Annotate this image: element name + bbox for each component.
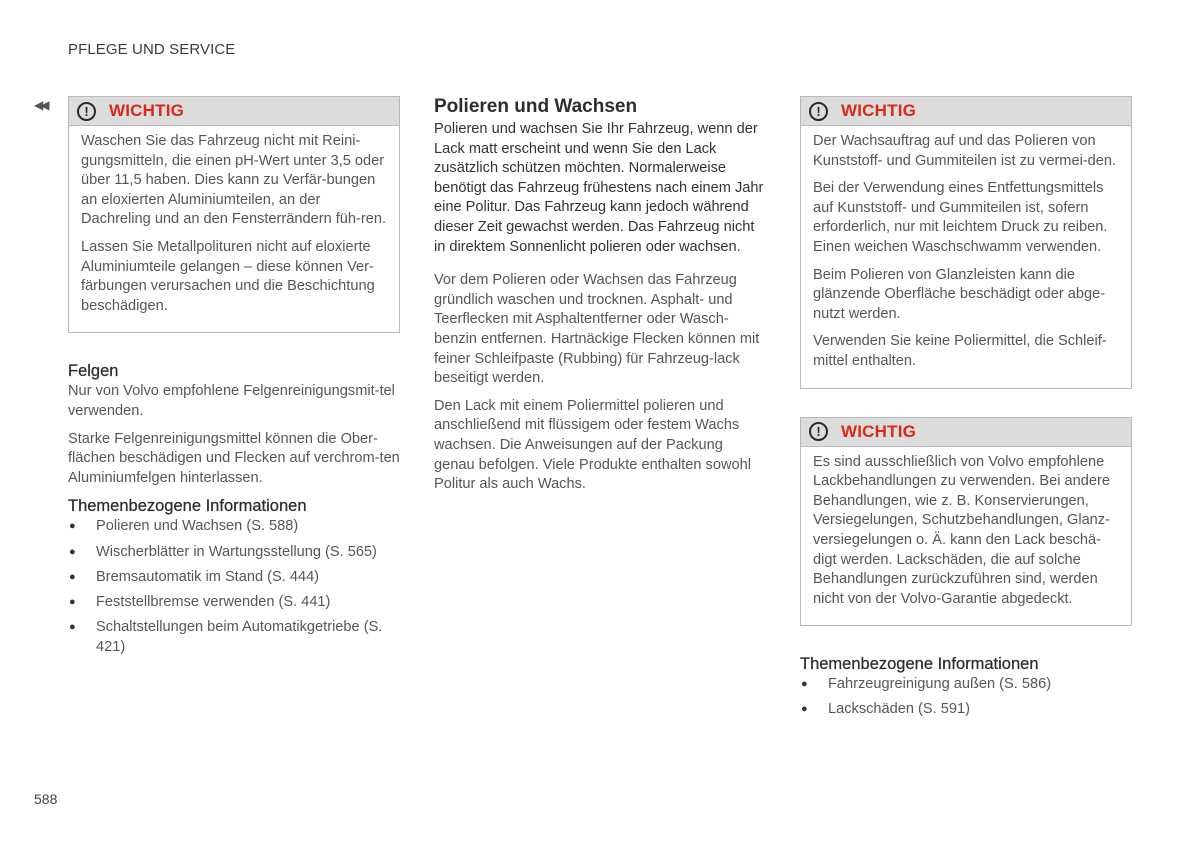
related-info-heading: Themenbezogene Informationen	[800, 655, 1039, 674]
warning-box	[800, 96, 1132, 389]
warning-box	[800, 417, 1132, 627]
bullet-icon: ●	[69, 621, 76, 634]
warning-paragraph: Lassen Sie Metallpolituren nicht auf eloxierte Aluminiumteile gelangen – diese können Ver-färbungen verursachen und die Beschichtung beschädigen.	[81, 238, 375, 314]
related-info-item[interactable]	[68, 618, 400, 657]
felgen-paragraph: Starke Felgenreinigungsmittel können die Ober-flächen beschädigen und Flecken auf verchrom-ten Aluminiumfelgen hinterlassen.	[68, 430, 400, 486]
warning-paragraph: Der Wachsauftrag auf und das Polieren von Kunststoff- und Gummiteilen ist zu vermei-den.	[813, 133, 1117, 169]
warning-body	[801, 126, 1131, 388]
exclamation-circle-icon: !	[809, 102, 828, 121]
warning-header	[801, 418, 1131, 447]
felgen-heading: Felgen	[68, 362, 119, 381]
intro-paragraph: Polieren und wachsen Sie Ihr Fahrzeug, wenn der Lack matt erscheint und wenn Sie den Lack zusätzlich schützen möchten. Normalerweise benötigt das Fahrzeug frühestens nach einem Jahr eine Politur. Das Fahrzeug kann jedoch während dieser Zeit gewachst werden. Das Fahrzeug nicht in direktem Sonnenlicht polieren oder wachsen.	[434, 121, 764, 255]
bullet-icon: ●	[801, 678, 808, 691]
related-info-item[interactable]	[800, 700, 1132, 720]
warning-box	[68, 96, 400, 333]
section-title: PFLEGE UND SERVICE	[68, 41, 236, 58]
body-paragraph: Den Lack mit einem Poliermittel polieren und anschließend mit flüssigem oder festem Wachs wachsen. Die Anweisungen auf der Packung genau befolgen. Viele Produkte enthalten sowohl Politur als auch Wachs.	[434, 397, 751, 493]
column-left	[68, 96, 400, 663]
related-link[interactable]: Feststellbremse verwenden (S. 441)	[96, 593, 331, 610]
warning-title: WICHTIG	[109, 101, 185, 120]
body-paragraph: Vor dem Polieren oder Wachsen das Fahrzeug gründlich waschen und trocknen. Asphalt- und Teerflecken mit Asphaltentferner oder Wasch-benzin entfernen. Hartnäckige Flecken können mit feiner Schleifpaste (Rubbing) für Fahrzeug-lack beseitigt werden.	[434, 272, 760, 387]
column-right	[800, 96, 1132, 726]
continued-arrow-icon: ◀◀	[34, 98, 47, 112]
related-info-item[interactable]	[68, 593, 400, 613]
warning-paragraph: Verwenden Sie keine Poliermittel, die Schleif-mittel enthalten.	[813, 333, 1107, 369]
exclamation-circle-icon: !	[809, 422, 828, 441]
related-link[interactable]: Schaltstellungen beim Automatikgetriebe (S. 421)	[96, 619, 383, 655]
related-info-list	[68, 517, 400, 657]
warning-paragraph: Bei der Verwendung eines Entfettungsmittels auf Kunststoff- und Gummiteilen ist, sofern erforderlich, nur mit leichtem Druck zu reiben. Einen weichen Waschschwamm verwenden.	[813, 180, 1108, 255]
bullet-icon: ●	[69, 520, 76, 533]
bullet-icon: ●	[69, 570, 76, 583]
related-link[interactable]: Wischerblätter in Wartungsstellung (S. 565)	[96, 543, 377, 560]
bullet-icon: ●	[69, 545, 76, 558]
related-info-item[interactable]	[68, 517, 400, 537]
related-info-list	[800, 675, 1132, 720]
polieren-heading: Polieren und Wachsen	[434, 96, 638, 117]
page-number: 588	[34, 791, 58, 807]
related-info-item[interactable]	[68, 568, 400, 588]
intro-block	[434, 120, 766, 257]
bullet-icon: ●	[801, 703, 808, 716]
related-link[interactable]: Fahrzeugreinigung außen (S. 586)	[828, 676, 1052, 693]
exclamation-circle-icon: !	[77, 102, 96, 121]
warning-header	[69, 97, 399, 126]
felgen-paragraph: Nur von Volvo empfohlene Felgenreinigungsmit-tel verwenden.	[68, 383, 395, 419]
related-link[interactable]: Lackschäden (S. 591)	[828, 701, 970, 718]
warning-paragraph: Beim Polieren von Glanzleisten kann die glänzende Oberfläche beschädigt oder abge-nutzt werden.	[813, 266, 1106, 322]
column-middle	[434, 96, 766, 503]
related-info-heading: Themenbezogene Informationen	[68, 497, 307, 516]
related-link[interactable]: Bremsautomatik im Stand (S. 444)	[96, 568, 320, 585]
bullet-icon: ●	[69, 595, 76, 608]
warning-header	[801, 97, 1131, 126]
warning-title: WICHTIG	[841, 101, 917, 120]
warning-paragraph: Es sind ausschließlich von Volvo empfohlene Lackbehandlungen zu verwenden. Bei andere Behandlungen, wie z. B. Konservierungen, Versiegelungen, Schutzbehandlungen, Glanz-versiegelungen o. Ä. kann den Lack beschä-digt werden. Lackschäden, die auf solche Behandlungen zurückzuführen sind, werden nicht von der Volvo-Garantie abgedeckt.	[813, 453, 1110, 607]
warning-body	[69, 126, 399, 332]
related-info-item[interactable]	[800, 675, 1132, 695]
warning-body	[801, 447, 1131, 626]
warning-paragraph: Waschen Sie das Fahrzeug nicht mit Reini-gungsmitteln, die einen pH-Wert unter 3,5 oder über 11,5 haben. Dies kann zu Verfär-bungen an eloxierten Aluminiumteilen, an der Dachreling und an den Fensterrändern füh-ren.	[81, 133, 387, 228]
warning-title: WICHTIG	[841, 421, 917, 441]
related-link[interactable]: Polieren und Wachsen (S. 588)	[96, 518, 299, 535]
related-info-item[interactable]	[68, 543, 400, 563]
